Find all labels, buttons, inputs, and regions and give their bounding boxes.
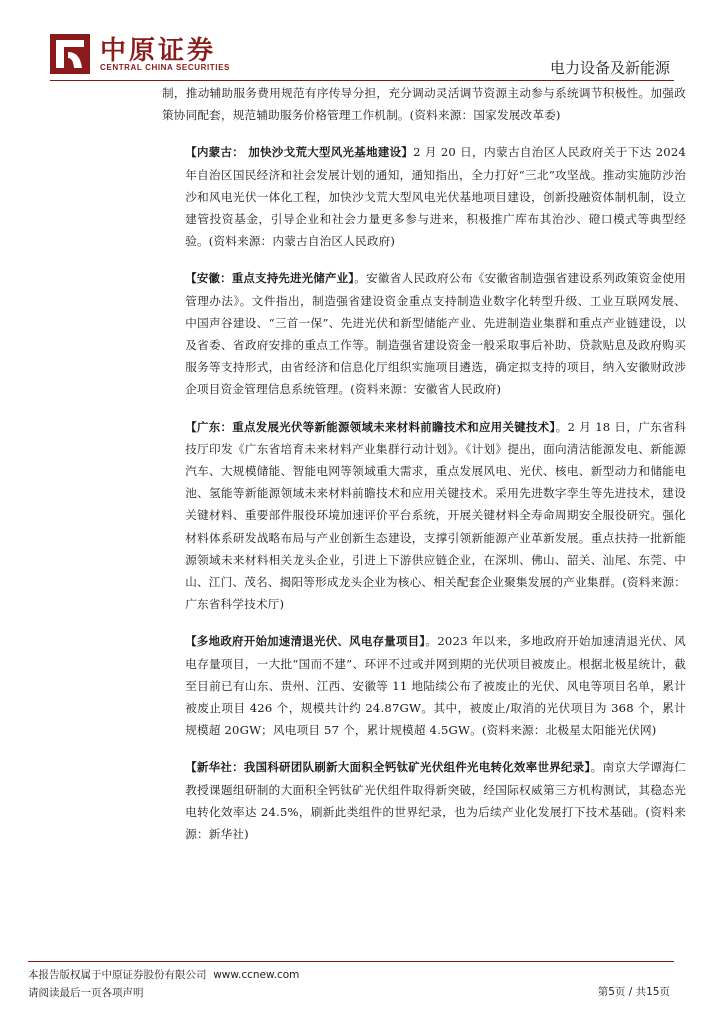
company-name-en: CENTRAL CHINA SECURITIES (100, 63, 230, 72)
paragraph-body: 。2023 年以来，多地政府开始加速清退光伏、风电存量项目，一大批“国而不建”、环评不过或并网到期的光伏项目被废止。根据北极星统计，截至目前已有山东、贵州、江西、安徽等 11 地陆续公布了被废止的光伏、风电等项目名单，累计被废止项目 426 个，规模共计约 24.87GW。其中，被废止/取消的光伏项目为 368 个，累计规模超 20GW；风电项目 57 个，累计规模超 4.5GW。(资料来源：北极星太阳能光伏网) (185, 634, 686, 738)
company-logo-icon (50, 34, 90, 74)
paragraph-project-cleanup (162, 630, 686, 741)
paragraph-xinhua (162, 756, 686, 845)
header-divider (50, 80, 674, 81)
copyright-notice: 本报告版权属于中原证券股份有限公司 (28, 969, 207, 981)
paragraph-body: 。南京大学谭海仁教授课题组研制的大面积全钙钛矿光伏组件取得新突破，经国际权威第三方机构测试，其稳态光电转化效率达 24.5%，刷新此类组件的世界纪录，也为后续产业化发展打下技术基础。(资料来源：新华社) (185, 760, 686, 842)
footer-divider (28, 961, 674, 962)
paragraph-heading: 【内蒙古： 加快沙戈荒大型风光基地建设】 (185, 145, 414, 160)
company-name-cn: 中原证券 (100, 36, 217, 66)
paragraph-body: 。安徽省人民政府公布《安徽省制造强省建设系列政策资金使用管理办法》。文件指出，制造强省建设资金重点支持制造业数字化转型升级、工业互联网发展、中国声谷建设、“三首一保”、先进光伏和新型储能产业、先进制造业集群和重点产业链建设，以及省委、省政府安排的重点工作等。制造强省建设资金一般采取事后补助、贷款贴息及政府购买服务等支持形式，由省经济和信息化厅组织实施项目遴选，确定拟支持的项目，纳入安徽财政涉企项目资金管理信息系统管理。(资料来源：安徽省人民政府) (185, 271, 686, 397)
paragraph-anhui (162, 267, 686, 400)
website-link[interactable]: www.ccnew.com (213, 969, 300, 981)
paragraph-inner-mongolia (162, 141, 686, 252)
paragraph-heading: 【新华社：我国科研团队刷新大面积全钙钛矿光伏组件光电转化效率世界纪录】 (185, 760, 591, 775)
disclaimer-note: 请阅读最后一页各项声明 (28, 987, 144, 999)
paragraph-continuation (162, 82, 686, 126)
report-section-title: 电力设备及新能源 (549, 59, 670, 77)
paragraph-heading: 【安徽：重点支持先进光储产业】 (185, 271, 355, 286)
paragraph-body: 。2 月 18 日，广东省科技厅印发《广东省培育未来材料产业集群行动计划》。《计划》提出，面向清洁能源发电、新能源汽车、大规模储能、智能电网等领域重大需求，重点发展风电、光伏、核电、新型动力和储能电池、氢能等新能源领域未来材料前瞻技术和应用关键技术。采用先进数字孪生等先进技术，建设关键材料、重要部件服役环境加速评价平台系统，开展关键材料全寿命周期安全服役研究。强化材料体系研发战略布局与产业创新生态建设，支撑引领新能源产业革新发展。重点扶持一批新能源领域未来材料相关龙头企业，引进上下游供应链企业，在深圳、佛山、韶关、汕尾、东莞、中山、江门、茂名、揭阳等形成龙头企业为核心、相关配套企业聚集发展的产业集群。(资料来源：广东省科学技术厅) (185, 419, 686, 612)
paragraph-body: 2 月 20 日，内蒙古自治区人民政府关于下达 2024 年自治区国民经济和社会发展计划的通知，通知指出，全力打好“三北”攻坚战。推动实施防沙治沙和风电光伏一体化工程，加快沙戈荒大型风电光伏基地项目建设，创新投融资体制机制，设立建管投资基金，引导企业和社会力量更多参与进来，积极推广库布其治沙、磴口模式等典型经验。(资料来源：内蒙古自治区人民政府) (185, 145, 687, 249)
paragraph-body: 制，推动辅助服务费用规范有序传导分担，充分调动灵活调节资源主动参与系统调节积极性。加强政策协同配套，规范辅助服务价格管理工作机制。(资料来源：国家发展改革委) (162, 86, 686, 123)
paragraph-heading: 【广东：重点发展光伏等新能源领域未来材料前瞻技术和应用关键技术】 (185, 419, 556, 434)
page-footer (28, 966, 299, 1002)
report-body (162, 82, 686, 860)
page-number: 第5页 / 共15页 (597, 986, 670, 998)
paragraph-heading: 【多地政府开始加速清退光伏、风电存量项目】 (185, 634, 426, 649)
paragraph-guangdong (162, 416, 686, 616)
page-header (0, 0, 724, 82)
